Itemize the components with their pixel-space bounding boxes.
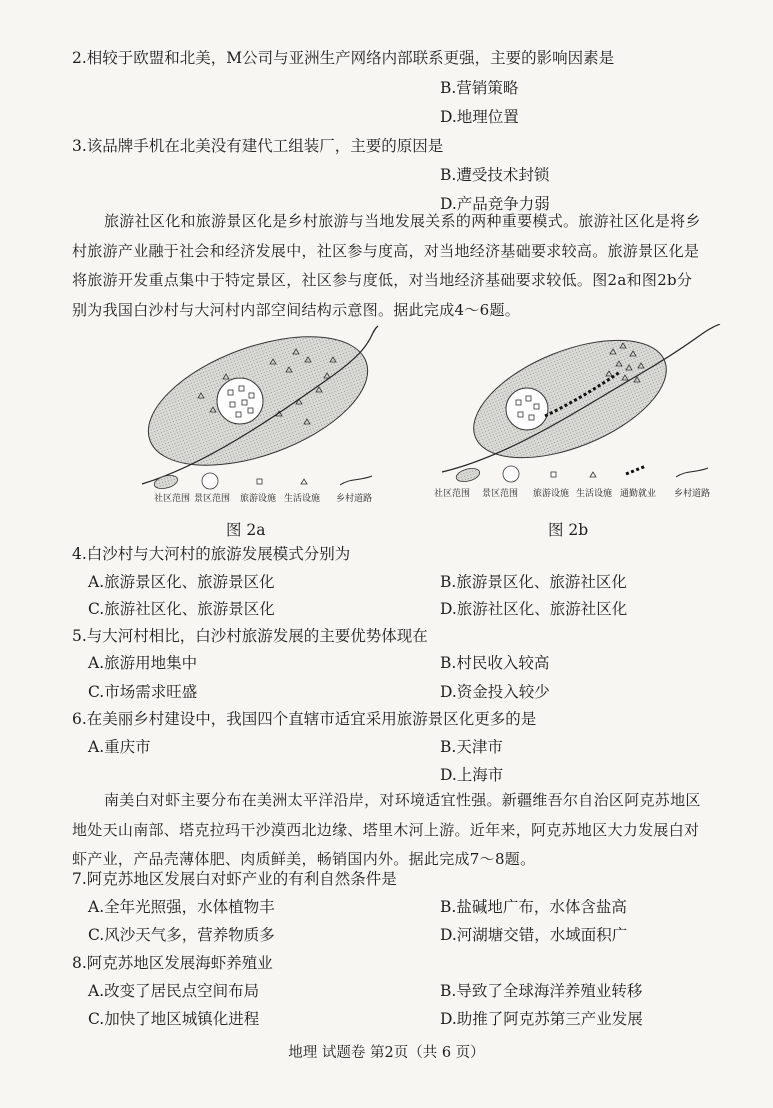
q2-stem: 2.相较于欧盟和北美，M公司与亚洲生产网络内部联系更强，主要的影响因素是 — [72, 49, 615, 67]
q6-option-b: B.天津市 — [440, 738, 503, 756]
q7-option-c: C.风沙天气多，营养物质多 — [88, 926, 275, 944]
passage-white-shrimp: 南美白对虾主要分布在美洲太平洋沿岸，对环境适宜性强。新疆维吾尔自治区阿克苏地区地处天山南部、塔克拉玛干沙漠西北边缘、塔里木河上游。近年来，阿克苏地区大力发展白对虾产业，产品壳薄体肥、肉质鲜美，畅销国内外。据此完成7～8题。 — [72, 791, 701, 868]
q4-option-b: B.旅游景区化、旅游社区化 — [440, 573, 627, 591]
legend-2a-community: 社区范围 — [154, 494, 191, 504]
legend-2a-scenic: 景区范围 — [194, 494, 231, 504]
q8-stem: 8.阿克苏地区发展海虾养殖业 — [72, 954, 273, 972]
legend-2a — [153, 473, 372, 504]
q4-option-c: C.旅游社区化、旅游景区化 — [88, 600, 275, 618]
q6-option-a: A.重庆市 — [88, 738, 151, 756]
q6-stem: 6.在美丽乡村建设中，我国四个直辖市适宜采用旅游景区化更多的是 — [72, 710, 537, 728]
q4-stem: 4.白沙村与大河村的旅游发展模式分别为 — [72, 545, 351, 563]
legend-2b-road: 乡村道路 — [674, 489, 711, 499]
legend-2b-commute: 通勤就业 — [620, 489, 657, 499]
legend-2b-living: 生活设施 — [576, 489, 613, 499]
legend-2a-tourism: 旅游设施 — [240, 494, 277, 504]
q5-option-a: A.旅游用地集中 — [88, 654, 198, 672]
legend-2a-road: 乡村道路 — [336, 494, 373, 504]
q3-stem: 3.该品牌手机在北美没有建代工组装厂，主要的原因是 — [72, 137, 444, 155]
q7-stem: 7.阿克苏地区发展白对虾产业的有利自然条件是 — [72, 870, 397, 888]
legend-2b — [434, 466, 710, 499]
q4-option-a: A.旅游景区化、旅游景区化 — [88, 573, 275, 591]
q2-option-b: B.营销策略 — [440, 79, 519, 97]
q5-option-d: D.资金投入较少 — [440, 683, 550, 701]
q3-option-b: B.遭受技术封锁 — [440, 166, 550, 184]
q8-option-c: C.加快了地区城镇化进程 — [88, 1010, 260, 1028]
legend-2b-tourism: 旅游设施 — [533, 489, 570, 499]
q4-option-d: D.旅游社区化、旅游社区化 — [440, 600, 628, 618]
legend-2b-community: 社区范围 — [434, 489, 471, 499]
q2-option-d: D.地理位置 — [440, 108, 519, 126]
figure-2b — [430, 324, 730, 506]
q7-option-d: D.河湖塘交错，水域面积广 — [440, 926, 628, 944]
figure-2a-caption: 图 2a — [226, 521, 266, 539]
q7-option-b: B.盐碱地广布，水体含盐高 — [440, 898, 627, 916]
q8-option-a: A.改变了居民点空间布局 — [88, 982, 260, 1000]
passage-rural-tourism: 旅游社区化和旅游景区化是乡村旅游与当地发展关系的两种重要模式。旅游社区化是将乡村旅游产业融于社会和经济发展中，社区参与度高，对当地经济基础要求较高。旅游景区化是将旅游开发重点集中于特定景区，社区参与度低，对当地经济基础要求较低。图2a和图2b分别为我国白沙村与大河村内部空间结构示意图。据此完成4～6题。 — [72, 212, 701, 319]
q5-option-c: C.市场需求旺盛 — [88, 683, 198, 701]
q5-option-b: B.村民收入较高 — [440, 654, 550, 672]
q3-option-d: D.产品竞争力弱 — [440, 195, 550, 213]
scenic-range-2b — [506, 388, 548, 430]
figure-2a — [128, 324, 393, 506]
q8-option-d: D.助推了阿克苏第三产业发展 — [440, 1010, 643, 1028]
legend-2a-living: 生活设施 — [284, 494, 321, 504]
q7-option-a: A.全年光照强，水体植物丰 — [88, 898, 275, 916]
q6-option-d: D.上海市 — [440, 766, 504, 784]
figure-2b-caption: 图 2b — [548, 521, 589, 539]
legend-2b-scenic: 景区范围 — [482, 489, 519, 499]
q5-stem: 5.与大河村相比，白沙村旅游发展的主要优势体现在 — [72, 627, 428, 645]
q8-option-b: B.导致了全球海洋养殖业转移 — [440, 982, 643, 1000]
page-footer: 地理 试题卷 第2页（共 6 页） — [288, 1045, 485, 1061]
